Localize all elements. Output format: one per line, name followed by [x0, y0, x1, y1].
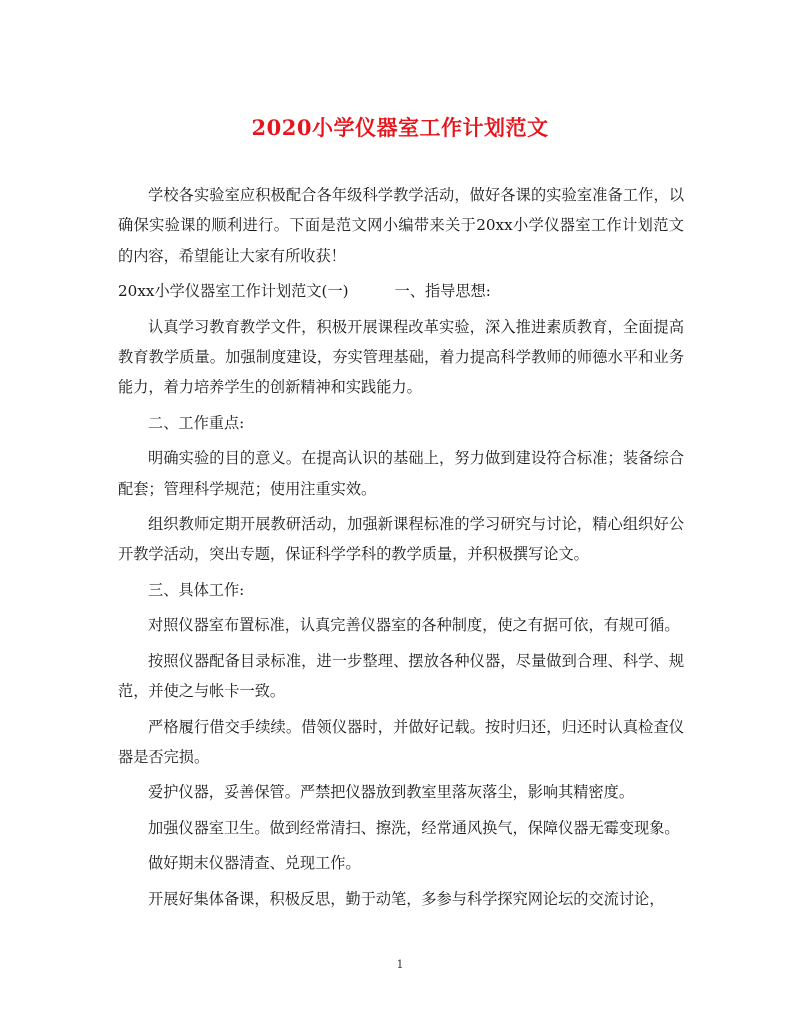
section3-paragraph-6: 做好期末仪器清查、兑现工作。 — [148, 854, 361, 873]
document-body — [118, 180, 684, 919]
section1-heading: 一、指导思想: — [394, 282, 491, 301]
subtitle-line — [118, 276, 684, 306]
section2-paragraph-2: 组织教师定期开展教研活动，加强新课程标准的学习研究与讨论，精心组织好公开教学活动，突出专题，保证科学学科的教学质量，并积极撰写论文。 — [118, 515, 684, 564]
section-subtitle: 20xx小学仪器室工作计划范文(一) — [118, 282, 349, 301]
document-title: 2020小学仪器室工作计划范文 — [251, 115, 549, 140]
section3-paragraph-1: 对照仪器室布置标准，认真完善仪器室的各种制度，使之有据可依，有规可循。 — [148, 616, 680, 635]
section3-heading: 三、具体工作: — [148, 580, 245, 599]
section2-heading: 二、工作重点: — [148, 413, 245, 432]
section3-paragraph-2: 按照仪器配备目录标准，进一步整理、摆放各种仪器，尽量做到合理、科学、规范，并使之与帐卡一致。 — [118, 651, 684, 701]
section3-paragraph-5: 加强仪器室卫生。做到经常清扫、擦洗，经常通风换气，保障仪器无霉变现象。 — [148, 818, 680, 837]
page-number: 1 — [396, 958, 404, 971]
intro-paragraph: 学校各实验室应积极配合各年级科学教学活动，做好各课的实验室准备工作，以确保实验课的顺利进行。下面是范文网小编带来关于20xx小学仪器室工作计划范文的内容，希望能让大家有所收获！ — [118, 186, 684, 265]
section1-paragraph-1: 认真学习教育教学文件，积极开展课程改革实验，深入推进素质教育，全面提高教育教学质量。加强制度建设，夯实管理基础，着力提高科学教师的师德水平和业务能力，着力培养学生的创新精神和实践能力。 — [118, 317, 684, 397]
section2-paragraph-1: 明确实验的目的意义。在提高认识的基础上，努力做到建设符合标准；装备综合配套；管理科学规范；使用注重实效。 — [118, 449, 684, 498]
section3-paragraph-4: 爱护仪器，妥善保管。严禁把仪器放到教室里落灰落尘，影响其精密度。 — [148, 783, 634, 802]
section3-paragraph-3: 严格履行借交手续续。借领仪器时，并做好记载。按时归还，归还时认真检查仪器是否完损。 — [118, 717, 684, 766]
section3-paragraph-7: 开展好集体备课，积极反思，勤于动笔，多参与科学探究网论坛的交流讨论， — [148, 889, 665, 908]
